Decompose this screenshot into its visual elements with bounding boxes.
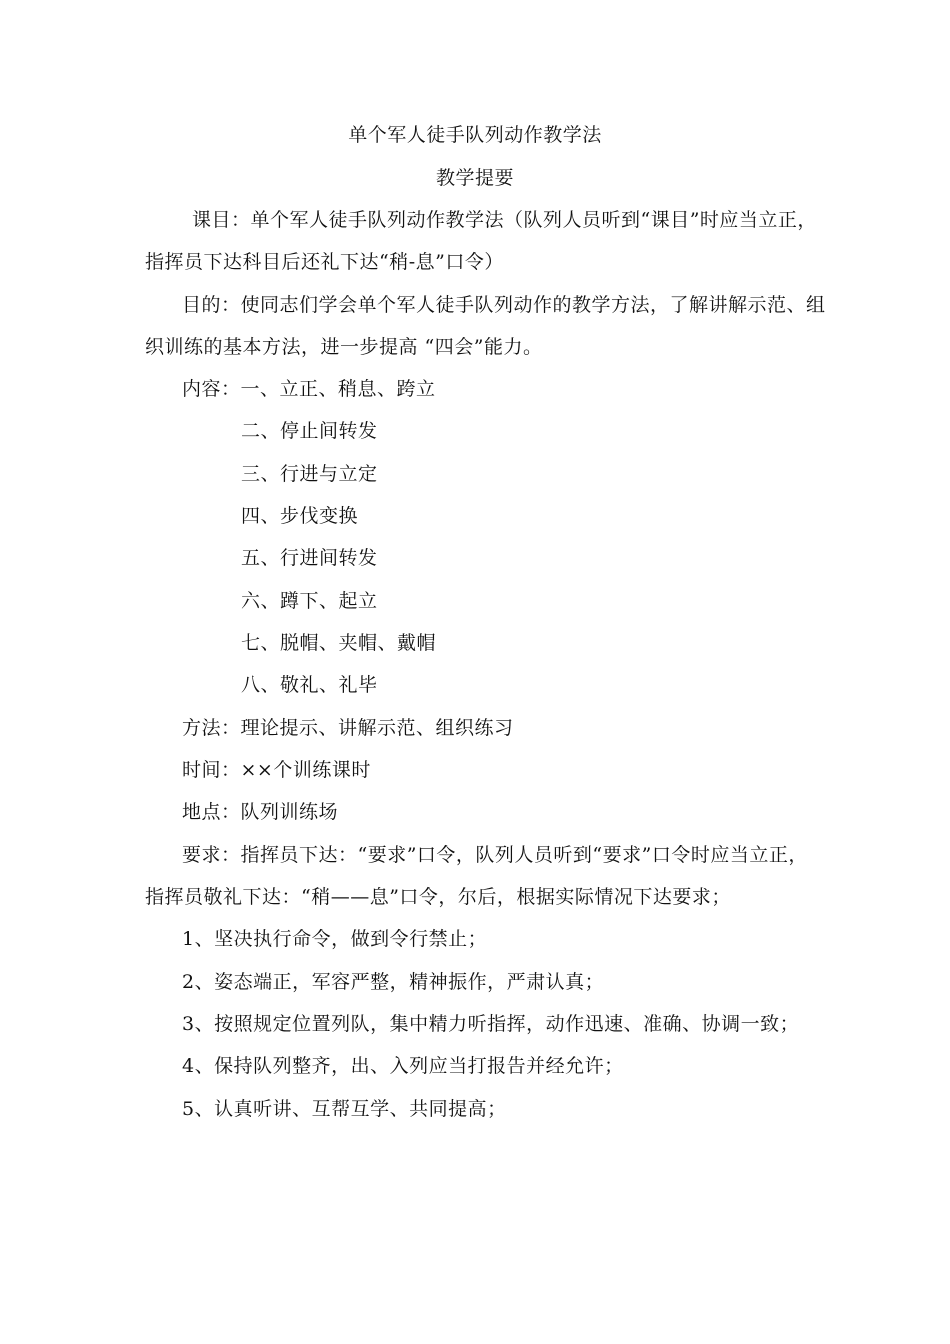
- content-item: 六、蹲下、起立: [241, 590, 378, 612]
- document-subtitle: 教学提要: [435, 167, 514, 189]
- content-item: 三、行进与立定: [241, 463, 378, 485]
- content-item: 八、敬礼、礼毕: [241, 674, 378, 696]
- content-item: 五、行进间转发: [241, 547, 378, 569]
- time-line: 时间：××个训练课时: [182, 759, 371, 781]
- requirement-item: 5、认真听讲、互帮互学、共同提高；: [182, 1098, 507, 1120]
- content-item: 二、停止间转发: [241, 420, 378, 442]
- purpose-line-1: 目的：使同志们学会单个军人徒手队列动作的教学方法，了解讲解示范、组: [182, 294, 826, 316]
- content-label-line: 内容：一、立正、稍息、跨立: [182, 378, 436, 400]
- subject-line-1: 课目：单个军人徒手队列动作教学法（队列人员听到“课目”时应当立正，: [192, 209, 817, 231]
- document-title: 单个军人徒手队列动作教学法: [348, 124, 602, 146]
- subject-line-2: 指挥员下达科目后还礼下达“稍-息”口令）: [145, 251, 504, 273]
- requirements-line-1: 要求：指挥员下达：“要求”口令，队列人员听到“要求”口令时应当立正，: [182, 844, 808, 866]
- method-line: 方法：理论提示、讲解示范、组织练习: [182, 717, 514, 739]
- content-item: 四、步伐变换: [241, 505, 359, 527]
- content-item: 七、脱帽、夹帽、戴帽: [241, 632, 437, 654]
- purpose-line-2: 织训练的基本方法，进一步提高 “四会”能力。: [145, 336, 543, 358]
- requirements-line-2: 指挥员敬礼下达：“稍——息”口令，尔后，根据实际情况下达要求；: [145, 886, 731, 908]
- requirement-item: 4、保持队列整齐，出、入列应当打报告并经允许；: [182, 1055, 624, 1077]
- requirement-item: 2、姿态端正，军容严整，精神振作，严肃认真；: [182, 971, 605, 993]
- location-line: 地点：队列训练场: [182, 801, 339, 823]
- requirement-item: 1、坚决执行命令，做到令行禁止；: [182, 928, 488, 950]
- requirement-item: 3、按照规定位置列队，集中精力听指挥，动作迅速、准确、协调一致；: [182, 1013, 800, 1035]
